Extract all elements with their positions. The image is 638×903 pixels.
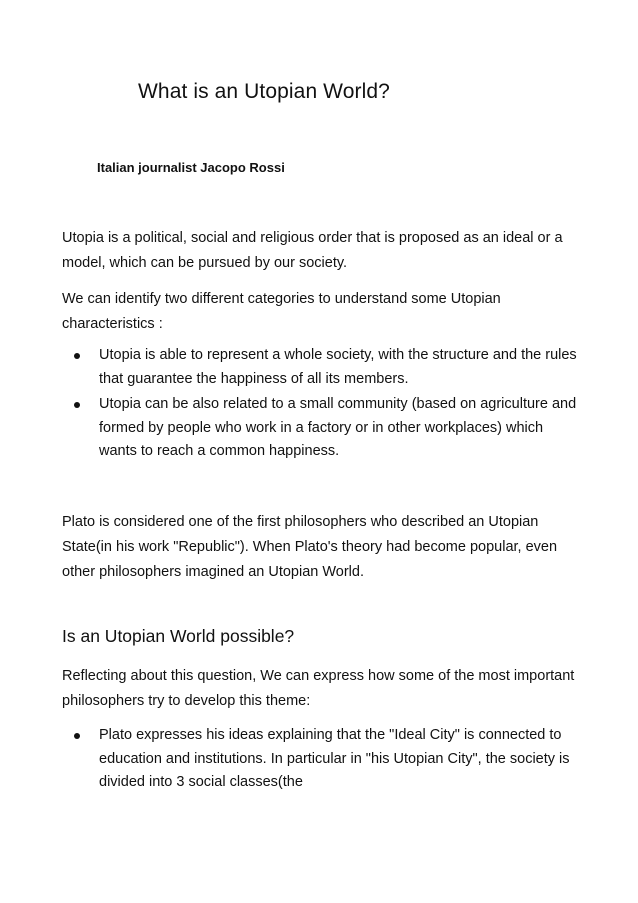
list-item bbox=[62, 724, 582, 795]
section-heading: Is an Utopian World possible? bbox=[62, 626, 295, 646]
document-title: What is an Utopian World? bbox=[138, 80, 390, 103]
bullet-icon bbox=[74, 353, 80, 359]
list-item bbox=[62, 393, 582, 464]
bullet-icon bbox=[74, 402, 80, 408]
categories-paragraph: We can identify two different categories to understand some Utopian characteristics : bbox=[62, 291, 501, 332]
plato-paragraph: Plato is considered one of the first philosophers who described an Utopian State(in his work "Republic"). When Plato's theory had become popular, even other philosophers imagined an Utopian World. bbox=[62, 514, 558, 580]
intro-paragraph: Utopia is a political, social and religious order that is proposed as an ideal or a model, which can be pursued by our society. bbox=[62, 230, 563, 271]
list-item-text: Utopia can be also related to a small community (based on agriculture and formed by people who work in a factory or in other workplaces) which wants to reach a common happiness. bbox=[99, 396, 577, 459]
author-line: Italian journalist Jacopo Rossi bbox=[97, 160, 285, 175]
list-item bbox=[62, 344, 582, 391]
list-item-text: Utopia is able to represent a whole society, with the structure and the rules that guarantee the happiness of all its members. bbox=[99, 347, 577, 387]
bullet-icon bbox=[74, 733, 80, 739]
list-item-text: Plato expresses his ideas explaining that the "Ideal City" is connected to education and institutions. In particular in "his Utopian City", the society is divided into 3 social classes(the bbox=[99, 727, 570, 790]
reflection-paragraph: Reflecting about this question, We can express how some of the most important philosophers try to develop this theme: bbox=[62, 668, 575, 709]
philosophers-list bbox=[62, 724, 582, 797]
categories-list bbox=[62, 344, 582, 466]
